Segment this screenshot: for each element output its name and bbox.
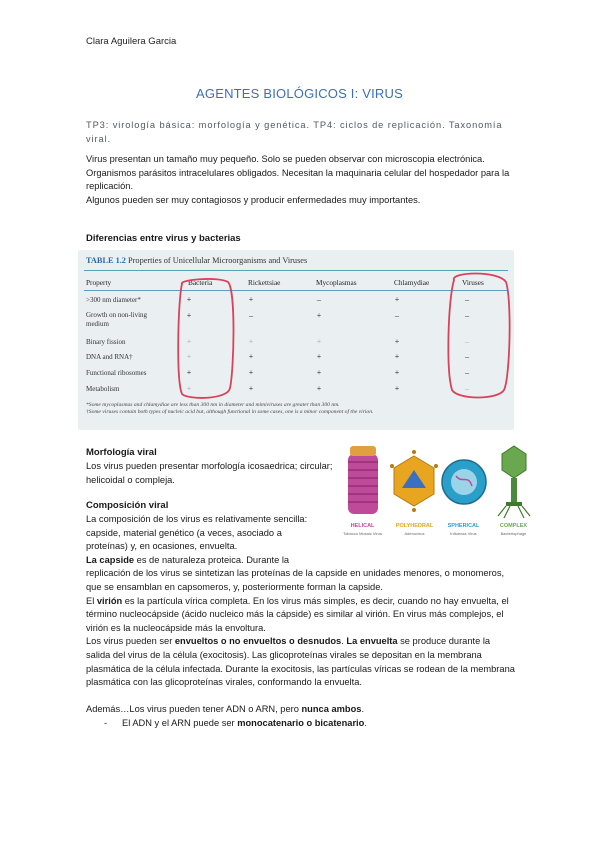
table-header: Property	[86, 278, 112, 287]
table-cell: +	[186, 311, 192, 320]
intro-line: Virus presentan un tamaño muy pequeño. Solo se pueden observar con microscopia electrónica.	[86, 154, 485, 164]
comparison-table-image	[78, 250, 514, 430]
ademas-pre: Además…Los virus pueden tener ADN o ARN, pero	[86, 704, 302, 714]
table-caption-label: TABLE 1.2	[86, 256, 126, 265]
bullet-dash: -	[104, 718, 108, 728]
envelope-paragraph	[86, 635, 516, 689]
table-cell: +	[248, 337, 254, 346]
table-footnote: *Some mycoplasmas and chlamydiae are less than 300 nm in diameter and mimiviruses are greater than 300 nm.	[86, 402, 340, 408]
table-cell: –	[465, 337, 469, 346]
highlight-annotations	[78, 250, 514, 430]
composition-text	[86, 513, 516, 690]
virion-paragraph	[86, 595, 516, 636]
table-cell: +	[186, 352, 192, 361]
table-cell: +	[394, 352, 400, 361]
table-row-label: Metabolism	[86, 385, 120, 393]
bacteria-column-highlight	[178, 279, 233, 398]
envelope-mid: .	[341, 636, 347, 647]
table-caption-text: Properties of Unicellular Microorganisms and Viruses	[128, 256, 308, 265]
intro-line: Organismos parásitos intracelulares obligados. Necesitan la maquinaria celular del hospedador para la replicación.	[86, 167, 510, 192]
viruses-column-highlight	[448, 274, 509, 398]
figure-label: COMPLEX	[499, 523, 528, 529]
figure-label: POLYHEDRAL	[395, 523, 434, 529]
table-row-label: Functional ribosomes	[86, 369, 147, 377]
table-cell: +	[394, 295, 400, 304]
table-cell: +	[316, 352, 322, 361]
table-row-label: Binary fission	[86, 338, 126, 346]
ademas-bold: nunca ambos	[301, 704, 362, 714]
table-cell: +	[316, 384, 322, 393]
table-cell: –	[465, 295, 469, 304]
table-cell: +	[394, 368, 400, 377]
section-heading-composition: Composición viral	[86, 500, 169, 511]
figure-label: SPHERICAL	[447, 523, 480, 529]
table-row-label: DNA and RNA†	[86, 353, 133, 361]
figure-label: HELICAL	[350, 523, 375, 529]
capside-text: es de naturaleza proteica. Durante la	[134, 554, 290, 565]
page-subtitle: TP3: virología básica: morfología y genética. TP4: ciclos de replicación. Taxonomía viral.	[86, 120, 503, 144]
table-cell: +	[394, 337, 400, 346]
table-cell: +	[186, 368, 192, 377]
table-cell: +	[248, 368, 254, 377]
table-header: Bacteria	[188, 278, 213, 287]
table-cell: –	[465, 368, 469, 377]
table-cell: +	[186, 337, 192, 346]
capside-term: La capside	[86, 554, 135, 565]
helical-virus-icon	[348, 446, 378, 514]
virion-text: es la partícula vírica completa. En los virus más simples, es decir, cuando no hay envuelta, el término nucleocápside (ácido nucleico más la cápside) es similar al virión. En virus más complejos, el virión es la nucleocápside más la envoltura.	[86, 595, 509, 633]
table-header: Rickettsiae	[248, 278, 281, 287]
table-cell: –	[465, 311, 469, 320]
page-title: AGENTES BIOLÓGICOS I: VIRUS	[196, 86, 403, 101]
table-cell: +	[248, 295, 254, 304]
table-cell: +	[316, 337, 322, 346]
replication-text: replicación de los virus se sintetizan las proteínas de la capside en unidades menores, o monomeros, que se ensamblan en capsomeros, y, posteriormente forman la capside.	[86, 568, 505, 592]
composition-line: La composición de los virus es relativamente sencilla:	[86, 514, 308, 524]
spherical-virus-icon	[442, 460, 486, 504]
table-cell: –	[249, 311, 253, 320]
table-cell: –	[395, 311, 399, 320]
ademas-post: .	[361, 704, 365, 714]
morphology-text: Los virus pueden presentar morfología icosaedrica; circular; helicoidal o compleja.	[86, 461, 333, 485]
bullet-bold: monocatenario o bicatenario	[237, 718, 365, 728]
bullet-post: .	[364, 718, 367, 728]
table-header: Mycoplasmas	[316, 278, 357, 287]
envelope-term: envueltos o no envueltos o desnudos	[174, 636, 342, 647]
envelope-pre: Los virus pueden ser	[86, 636, 175, 647]
table-cell: –	[317, 295, 321, 304]
section-heading-differences: Diferencias entre virus y bacterias	[86, 233, 241, 244]
composition-line: capside, material genético (a veces, asociado a	[86, 527, 282, 538]
ademas-line	[86, 703, 516, 717]
virion-pre: El	[86, 595, 97, 606]
table-cell: +	[248, 384, 254, 393]
capside-line	[86, 554, 516, 568]
table-header: Chlamydiae	[394, 278, 430, 287]
composition-line: proteínas) y, en ocasiones, envuelta.	[86, 541, 238, 552]
figure-sublabel: Bacteriophage	[500, 531, 527, 536]
virion-term: virión	[96, 595, 123, 606]
figure-sublabel: Adenovirus	[404, 531, 425, 536]
complex-virus-icon	[498, 446, 530, 518]
figure-sublabel: Influenza Virus	[450, 531, 477, 536]
bullet-item	[104, 717, 504, 731]
polyhedral-virus-icon	[390, 450, 438, 512]
table-cell: +	[248, 352, 254, 361]
envelope-term-2: La envuelta	[346, 636, 398, 647]
table-cell: +	[394, 384, 400, 393]
section-heading-morphology: Morfología viral	[86, 447, 157, 458]
table-row-label: Growth on non-living medium	[86, 311, 148, 328]
table-cell: –	[465, 384, 469, 393]
table-cell: +	[186, 384, 192, 393]
author-name: Clara Aguilera Garcia	[86, 36, 177, 47]
table-cell: –	[465, 352, 469, 361]
table-header: Viruses	[462, 278, 484, 287]
table-footnote: †Some viruses contain both types of nucleic acid but, although functional in some cases, one is a minor component of the virion.	[86, 409, 374, 415]
table-cell: +	[186, 295, 192, 304]
envelope-text: se produce durante la salida del virus de la célula (exocitosis). Las glicoproteínas virales se depositan en la membrana plasmática de la célula infectada. Durante la exocitosis, las partículas víricas se rodean de la membrana plasmática con las glicoproteínas virales, conformando la envuelta.	[86, 636, 515, 688]
table-cell: +	[316, 368, 322, 377]
table-row-label: >300 nm diameter*	[86, 296, 141, 304]
intro-paragraphs	[86, 153, 516, 207]
figure-sublabel: Tobacco Mosaic Virus	[343, 531, 382, 536]
table-cell: +	[316, 311, 322, 320]
intro-line: Algunos pueden ser muy contagiosos y producir enfermedades muy importantes.	[86, 194, 421, 205]
bullet-pre: El ADN y el ARN puede ser	[122, 718, 238, 728]
